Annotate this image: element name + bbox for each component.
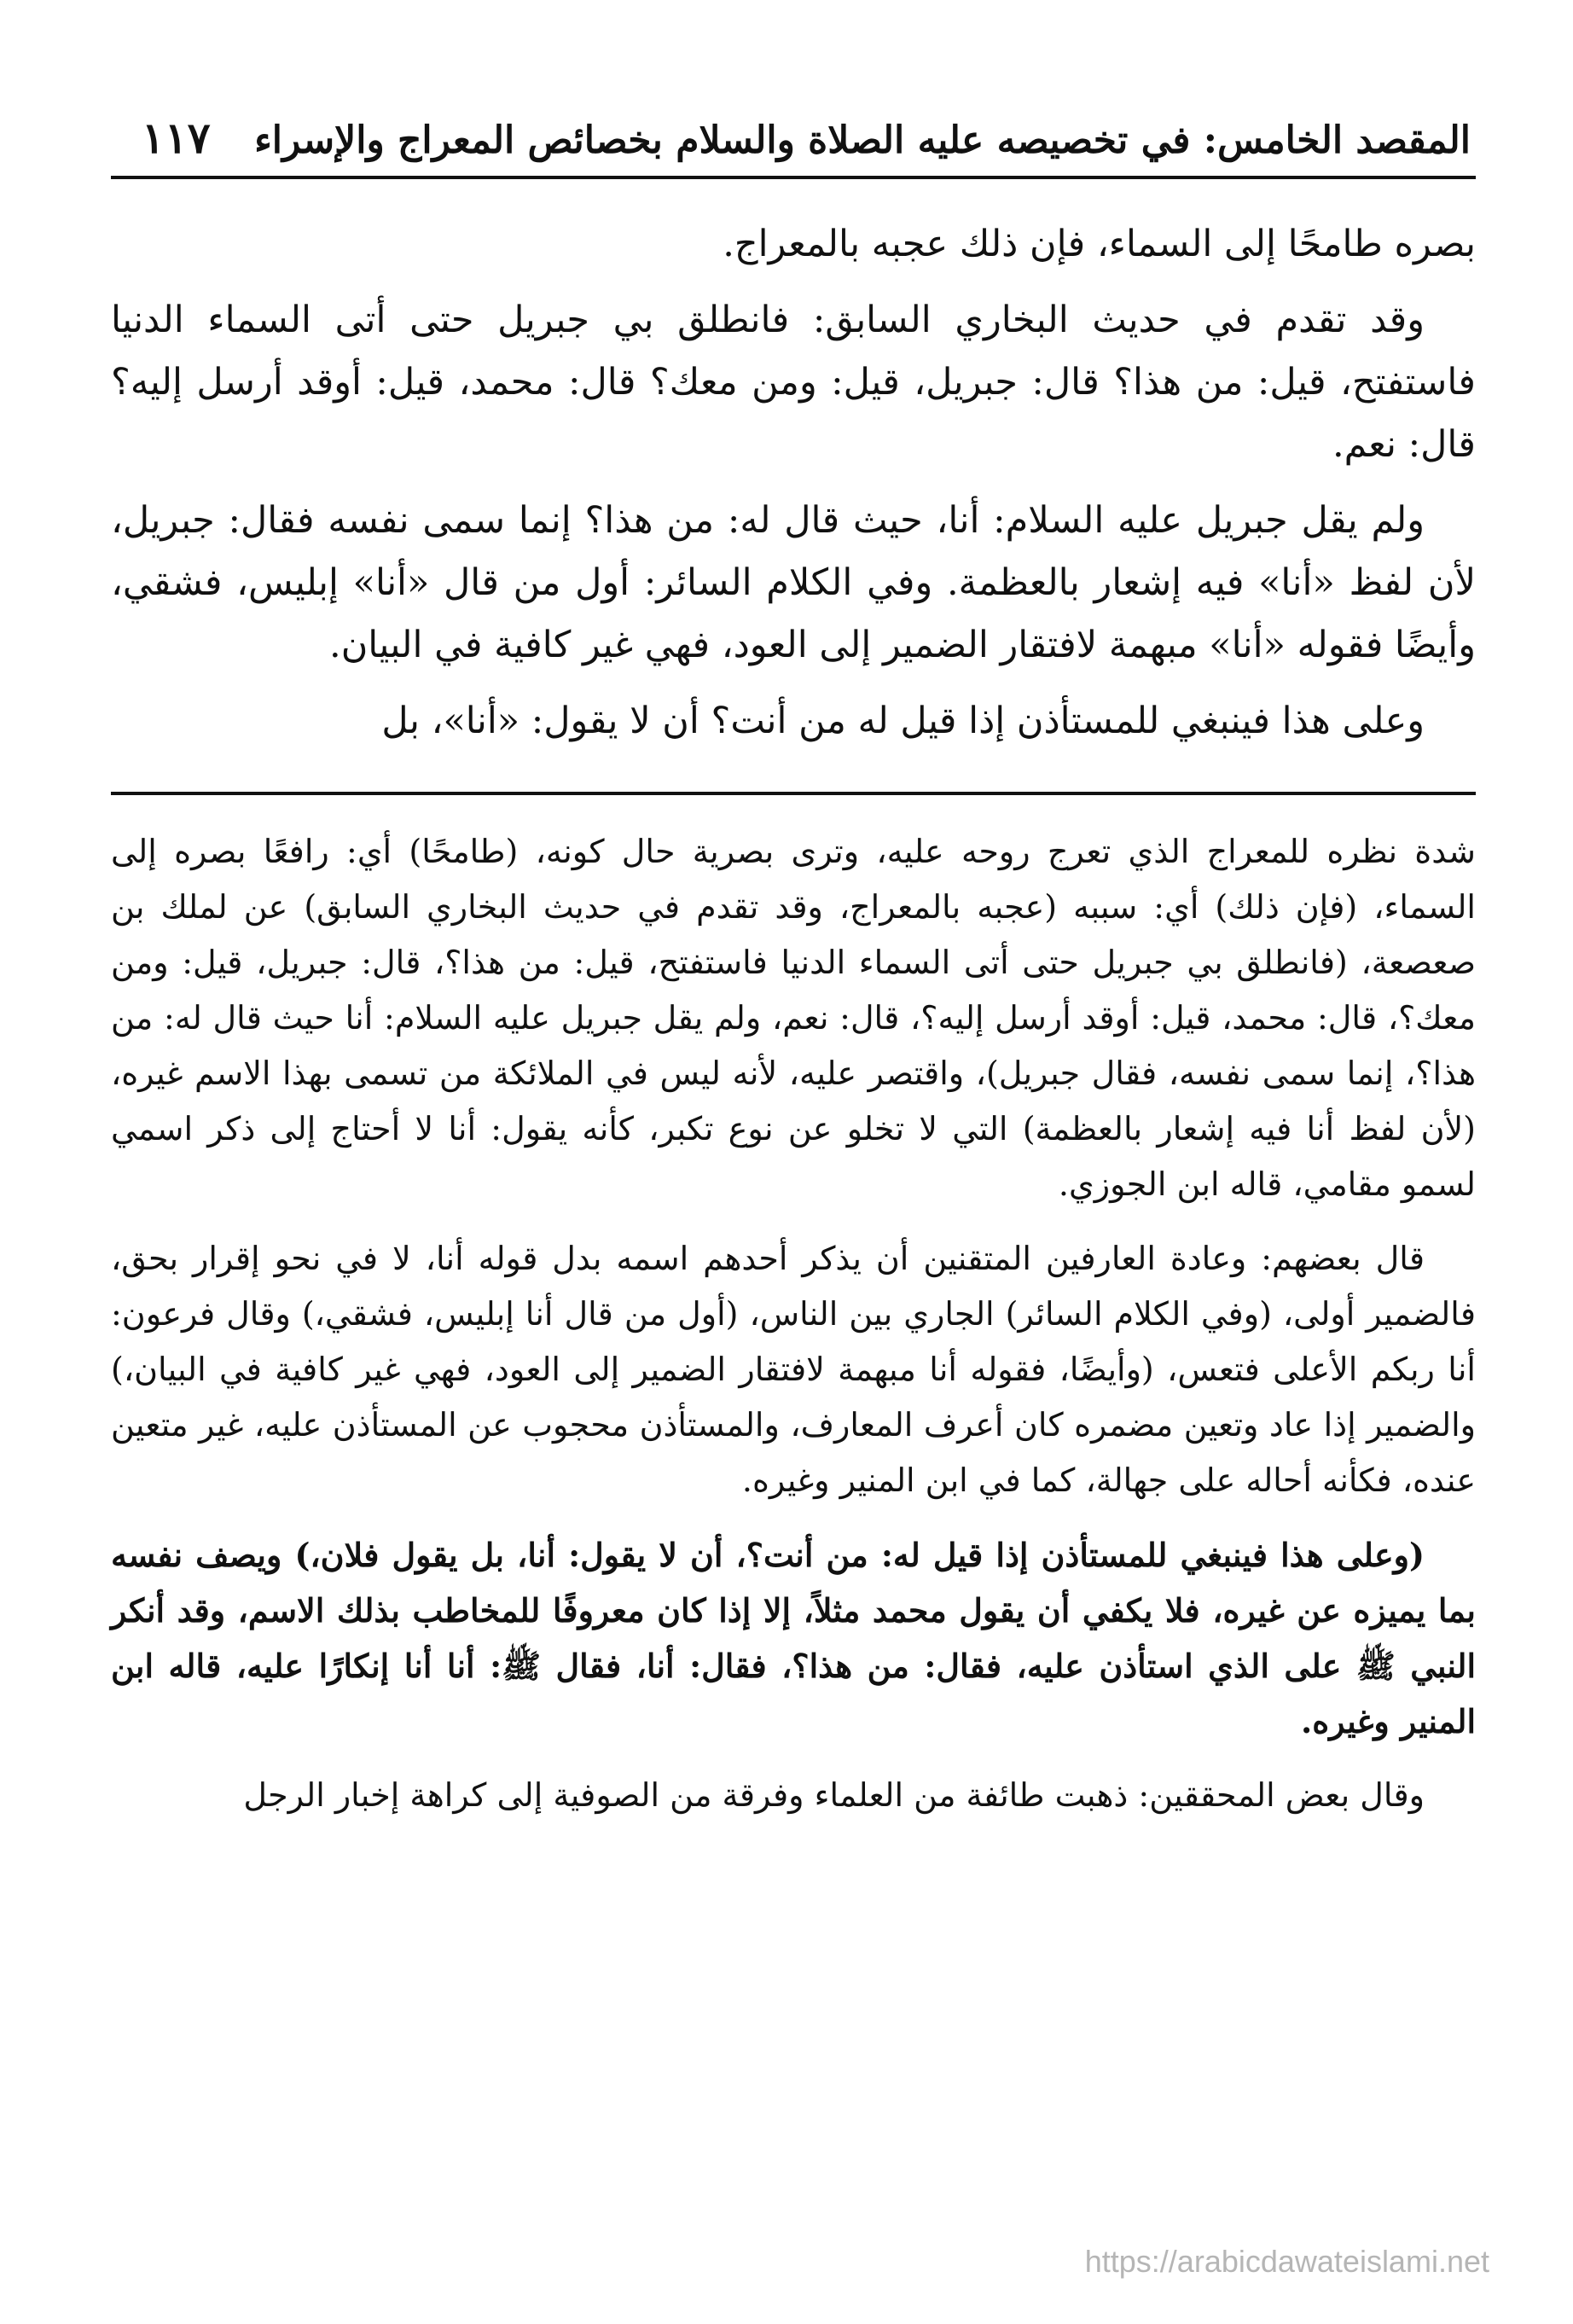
book-page xyxy=(111,85,1476,2286)
main-paragraph: وعلى هذا فينبغي للمستأذن إذا قيل له من أنت؟ أن لا يقول: «أنا»، بل xyxy=(381,700,1425,742)
running-header xyxy=(111,85,1476,164)
main-text xyxy=(111,213,1476,752)
footnote-divider xyxy=(111,792,1476,795)
commentary-paragraph: شدة نظره للمعراج الذي تعرج روحه عليه، وترى بصرية حال كونه، (طامحًا) أي: رافعًا بصره إلى السماء، (فإن ذلك) أي: سببه (عجبه بالمعراج، وقد تقدم في حديث البخاري السابق) عن لملك بن صعصعة، (فانطلق بي جبريل حتى أتى السماء الدنيا فاستفتح، قيل: من هذا؟، قال: جبريل، قيل: ومن معك؟، قال: محمد، قيل: أوقد أرسل إليه؟، قال: نعم، ولم يقل جبريل عليه السلام: أنا حيث قال له: من هذا؟، إنما سمى نفسه، فقال جبريل)، واقتصر عليه، لأنه ليس في الملائكة من تسمى بهذا الاسم غيره، (لأن لفظ أنا فيه إشعار بالعظمة) التي لا تخلو عن نوع تكبر، كأنه يقول: أنا لا أحتاج إلى ذكر اسمي لسمو مقامي، قاله ابن الجوزي. xyxy=(111,833,1476,1203)
page-number: ١١٧ xyxy=(142,113,211,163)
watermark-url: https://arabicdawateislami.net xyxy=(1084,2244,1489,2279)
commentary-paragraph: وقال بعض المحققين: ذهبت طائفة من العلماء وفرقة من الصوفية إلى كراهة إخبار الرجل xyxy=(243,1776,1425,1814)
commentary-paragraph: (وعلى هذا فينبغي للمستأذن إذا قيل له: من أنت؟، أن لا يقول: أنا، بل يقول فلان،) ويصف نفسه بما يميزه عن غيره، فلا يكفي أن يقول محمد مثلاً، إلا إذا كان معروفًا للمخاطب بذلك الاسم، وقد أنكر النبي ﷺ على الذي استأذن عليه، فقال: من هذا؟، فقال: أنا، فقال ﷺ: أنا أنا إنكارًا عليه، قاله ابن المنير وغيره. xyxy=(111,1536,1476,1740)
main-paragraph: وقد تقدم في حديث البخاري السابق: فانطلق بي جبريل حتى أتى السماء الدنيا فاستفتح، قيل: من هذا؟ قال: جبريل، قيل: ومن معك؟ قال: محمد، قيل: أوقد أرسل إليه؟ قال: نعم. xyxy=(111,299,1476,466)
main-paragraph: ولم يقل جبريل عليه السلام: أنا، حيث قال له: من هذا؟ إنما سمى نفسه فقال: جبريل، لأن لفظ «أنا» فيه إشعار بالعظمة. وفي الكلام السائر: أول من قال «أنا» إبليس، فشقي، وأيضًا فقوله «أنا» مبهمة لافتقار الضمير إلى العود، فهي غير كافية في البيان. xyxy=(111,499,1476,666)
commentary-paragraph: قال بعضهم: وعادة العارفين المتقنين أن يذكر أحدهم اسمه بدل قوله أنا، لا في نحو إقرار بحق، فالضمير أولى، (وفي الكلام السائر) الجاري بين الناس، (أول من قال أنا إبليس، فشقي،) وقال فرعون: أنا ربكم الأعلى فتعس، (وأيضًا، فقوله أنا مبهمة لافتقار الضمير إلى العود، فهي غير كافية في البيان،) والضمير إذا عاد وتعين مضمره كان أعرف المعارف، والمستأذن محجوب عن المستأذن عليه، غير متعين عنده، فكأنه أحاله على جهالة، كما في ابن المنير وغيره. xyxy=(111,1240,1476,1499)
chapter-title: المقصد الخامس: في تخصيصه عليه الصلاة والسلام بخصائص المعراج والإسراء xyxy=(254,119,1471,163)
header-divider xyxy=(111,176,1476,179)
main-paragraph: بصره طامحًا إلى السماء، فإن ذلك عجبه بالمعراج. xyxy=(723,223,1476,265)
commentary xyxy=(111,824,1476,1823)
